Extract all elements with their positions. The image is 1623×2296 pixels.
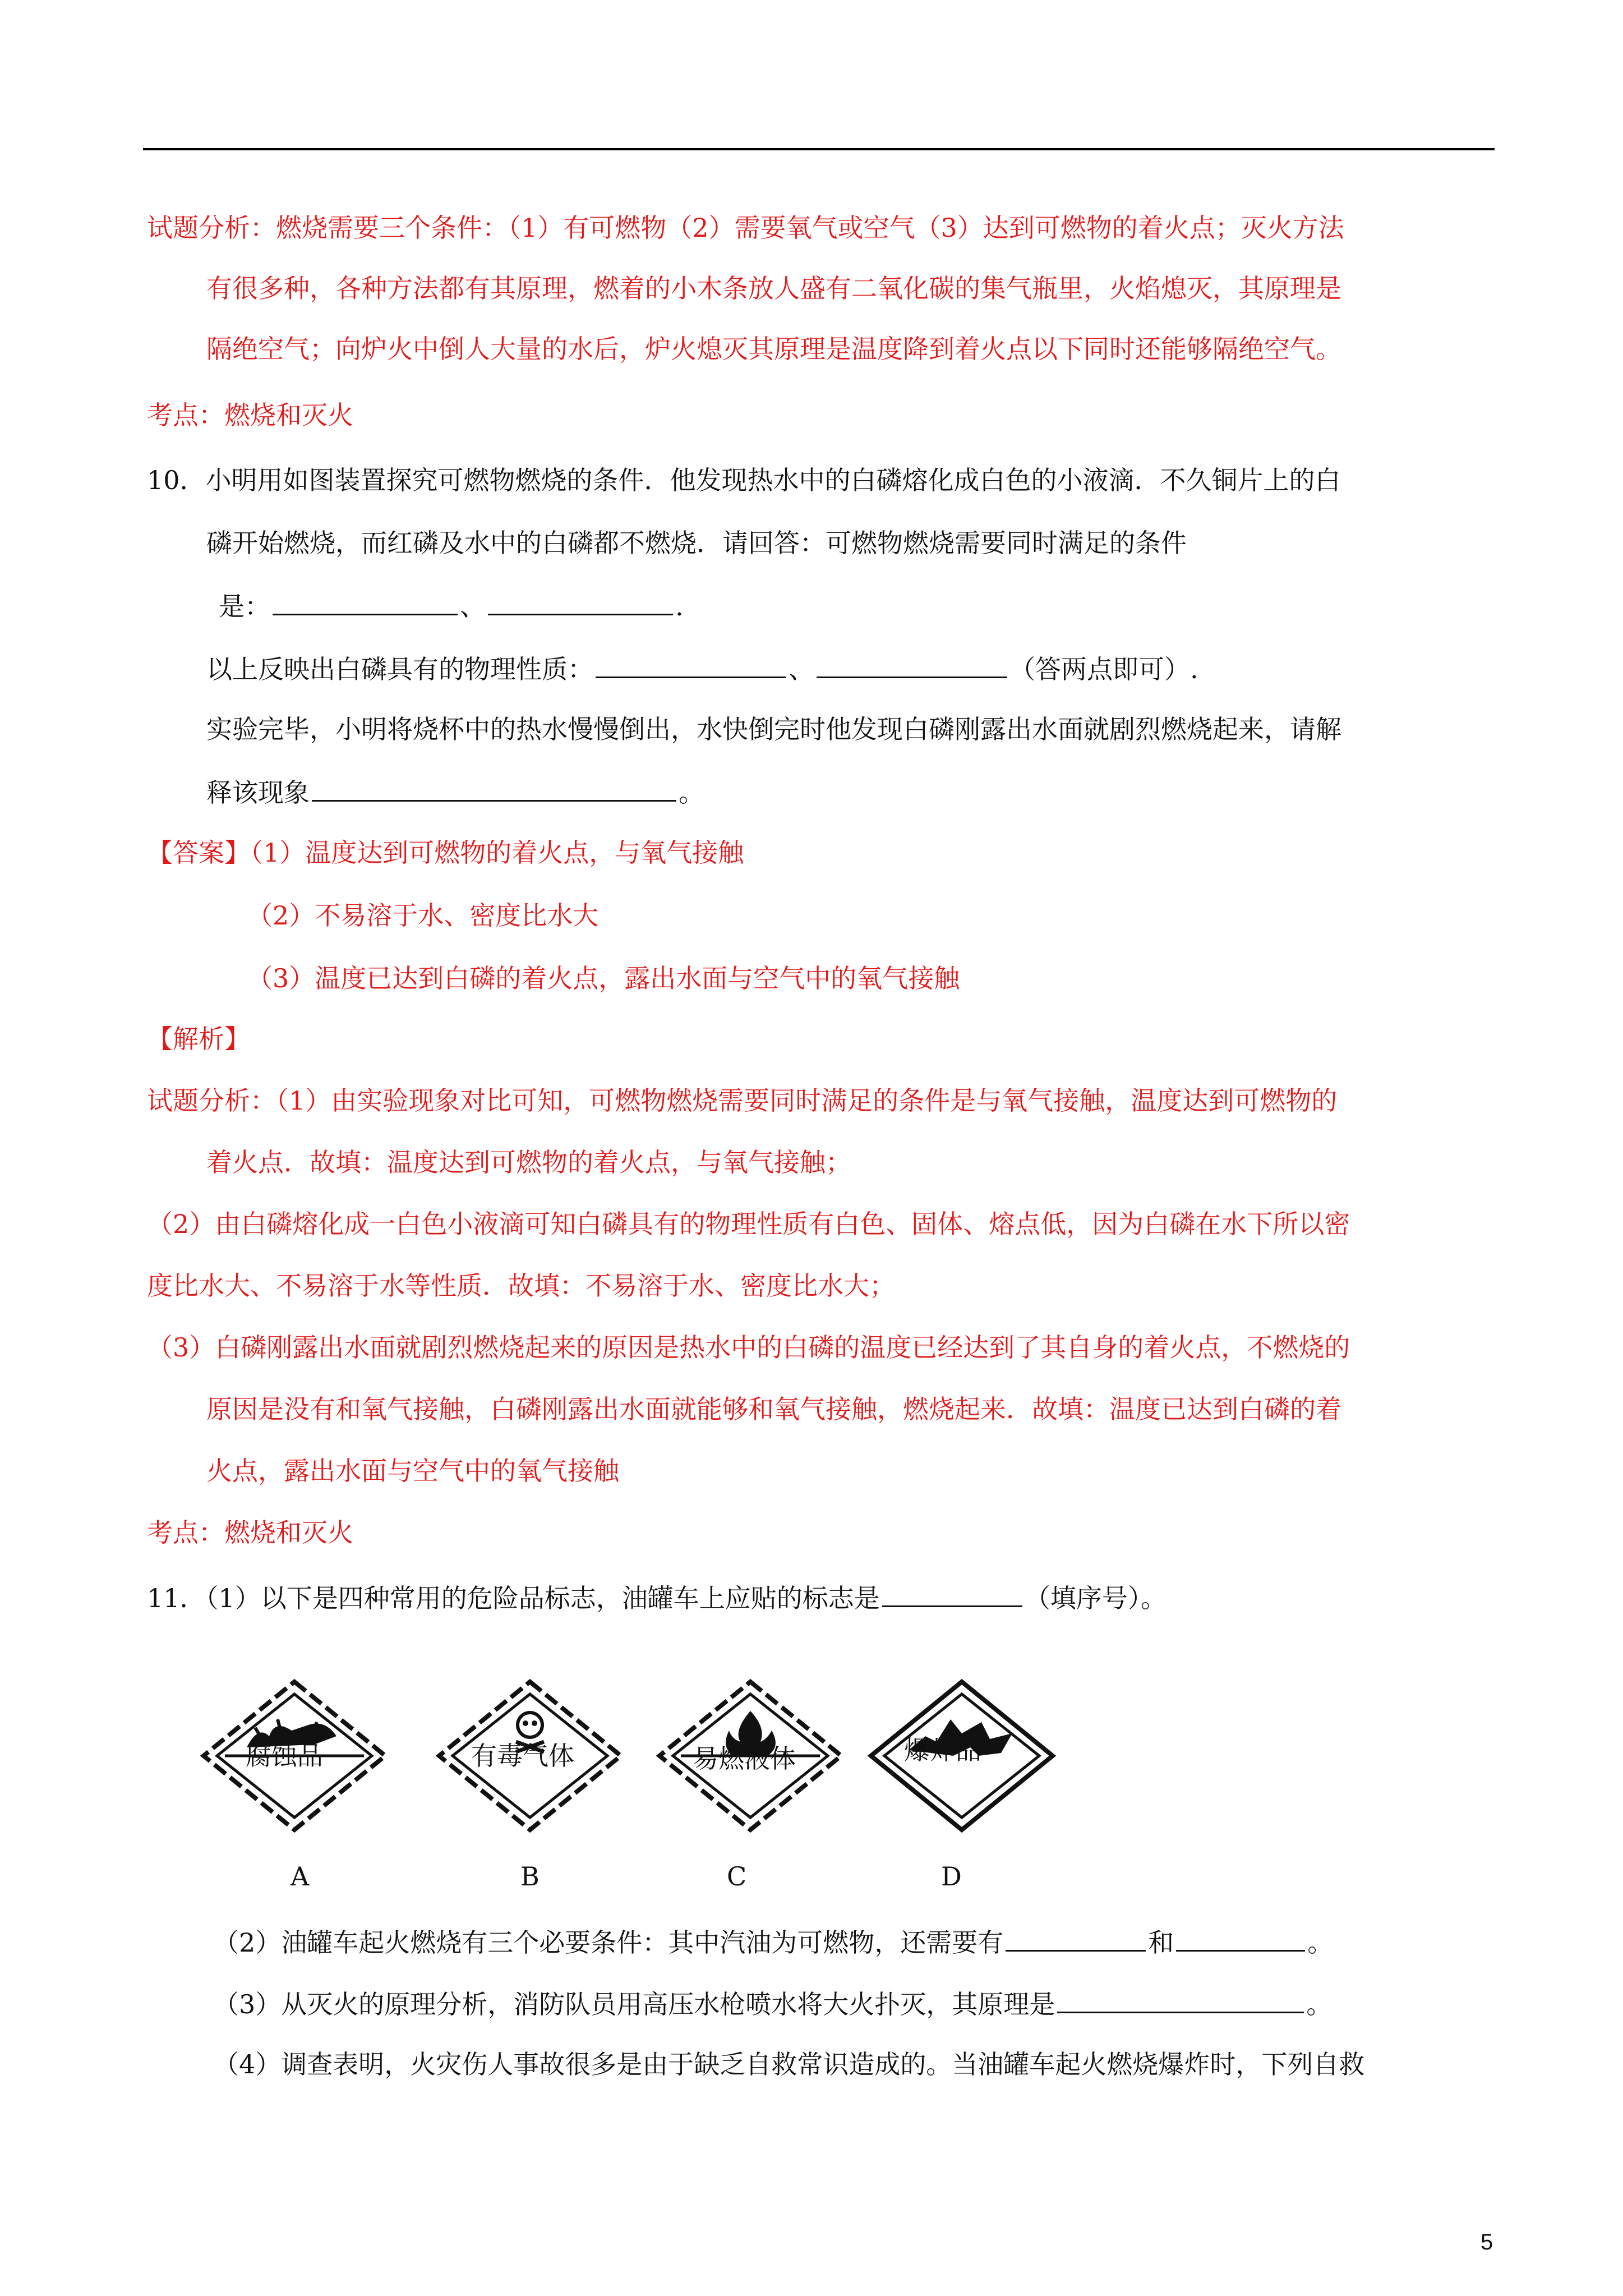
q10-line4 [206,651,1198,686]
q11-p3-suffix: 。 [1306,1989,1332,2019]
analysis10-l1: 试题分析：（1）由实验现象对比可知，可燃物燃烧需要同时满足的条件是与氧气接触，温度达到可燃物的 [147,1085,1338,1116]
analysis10-l5: （3）白磷刚露出水面就剧烈燃烧起来的原因是热水中的白磷的温度已经达到了其自身的着火点，不燃烧的 [147,1332,1350,1363]
q10-line6 [206,774,704,809]
sign-c-text: 易燃液体 [693,1743,796,1774]
sign-b-text: 有毒气体 [471,1741,574,1771]
answer-blank[interactable] [488,588,673,615]
q10-line3-end: . [675,591,684,622]
header-rule [143,148,1495,150]
q10-line2: 磷开始燃烧，而红磷及水中的白磷都不燃烧．请回答：可燃物燃烧需要同时满足的条件 [206,528,1187,558]
analysis10-l7: 火点，露出水面与空气中的氧气接触 [206,1456,619,1486]
page-number: 5 [1481,2230,1493,2254]
sign-a-letter: A [291,1861,310,1892]
q11-p3-prefix: （3）从灭火的原理分析，消防队员用高压水枪喷水将大火扑灭，其原理是 [213,1989,1055,2019]
q11-line1 [147,1580,1166,1615]
answer-blank[interactable] [882,1580,1022,1607]
q10-line4-sep: 、 [789,654,814,684]
q11-p2-sep: 和 [1148,1927,1174,1958]
q11-part2 [213,1924,1333,1959]
analysis10-l6: 原因是没有和氧气接触，白磷刚露出水面就能够和氧气接触，燃烧起来．故填：温度已达到白磷的着 [206,1394,1341,1424]
q11-p2-suffix: 。 [1307,1927,1334,1958]
q11-line1-prefix: 11．（1）以下是四种常用的危险品标志，油罐车上应贴的标志是 [147,1583,880,1613]
answer10-a2: （2）不易溶于水、密度比水大 [247,900,599,931]
analysis10-l2: 着火点．故填：温度达到可燃物的着火点，与氧气接触； [206,1147,851,1177]
sign-b-letter: B [520,1861,540,1892]
analysis9-line1: 试题分析：燃烧需要三个条件：（1）有可燃物（2）需要氧气或空气（3）达到可燃物的着火点；灭火方法 [147,213,1344,243]
answer10-line1 [147,836,744,869]
analysis10-l3: （2）由白磷熔化成一白色小液滴可知白磷具有的物理性质有白色、固体、熔点低，因为白磷在水下所以密 [147,1209,1350,1239]
analysis10-tag: 【解析】 [147,1024,250,1054]
sign-d-letter: D [941,1861,962,1892]
q10-line1: 10．小明用如图装置探究可燃物燃烧的条件．他发现热水中的白磷熔化成白色的小液滴．不久铜片上的白 [147,465,1341,495]
answer-blank[interactable] [312,774,676,802]
answer-blank[interactable] [596,651,786,678]
sign-a-text: 腐蚀品 [246,1741,323,1771]
sign-c-letter: C [727,1861,747,1892]
sign-d-text: 爆炸品 [904,1735,981,1765]
q10-line6-prefix: 释该现象 [206,777,310,808]
q11-p2-prefix: （2）油罐车起火燃烧有三个必要条件：其中汽油为可燃物，还需要有 [213,1927,1004,1958]
q10-line3 [219,588,684,623]
q11-part3 [213,1986,1332,2021]
q10-line4-suffix: （答两点即可）. [1009,654,1198,684]
answer-blank[interactable] [1176,1924,1305,1952]
answer10-a1: （1）温度达到可燃物的着火点，与氧气接触 [250,838,744,868]
analysis10-kaodian: 考点：燃烧和灭火 [147,1517,353,1548]
q10-line3-sep: 、 [460,591,486,622]
answer-blank[interactable] [1057,1986,1304,2013]
q10-line4-prefix: 以上反映出白磷具有的物理性质： [206,654,593,684]
answer-blank[interactable] [817,651,1007,678]
analysis10-l4: 度比水大、不易溶于水等性质．故填：不易溶于水、密度比水大； [147,1271,895,1301]
analysis9-line3: 隔绝空气；向炉火中倒人大量的水后，炉火熄灭其原理是温度降到着火点以下同时还能够隔绝空气。 [206,334,1341,364]
analysis9-line2: 有很多种，各种方法都有其原理，燃着的小木条放人盛有二氧化碳的集气瓶里，火焰熄灭，其原理是 [206,273,1341,303]
q11-part4: （4）调查表明，火灾伤人事故很多是由于缺乏自救常识造成的。当油罐车起火燃烧爆炸时，下列自救 [213,2049,1365,2079]
answer-blank[interactable] [273,588,458,615]
answer10-a3: （3）温度已达到白磷的着火点，露出水面与空气中的氧气接触 [247,963,960,993]
q10-line3-prefix: 是： [219,591,270,622]
analysis9-kaodian: 考点：燃烧和灭火 [147,400,353,430]
q10-line5: 实验完毕，小明将烧杯中的热水慢慢倒出，水快倒完时他发现白磷刚露出水面就剧烈燃烧起来，请解 [206,714,1341,744]
answer-tag: 【答案】 [147,838,250,868]
q10-line6-suffix: 。 [679,777,704,808]
answer-blank[interactable] [1006,1924,1146,1952]
q11-line1-suffix: （填序号）。 [1024,1583,1166,1613]
